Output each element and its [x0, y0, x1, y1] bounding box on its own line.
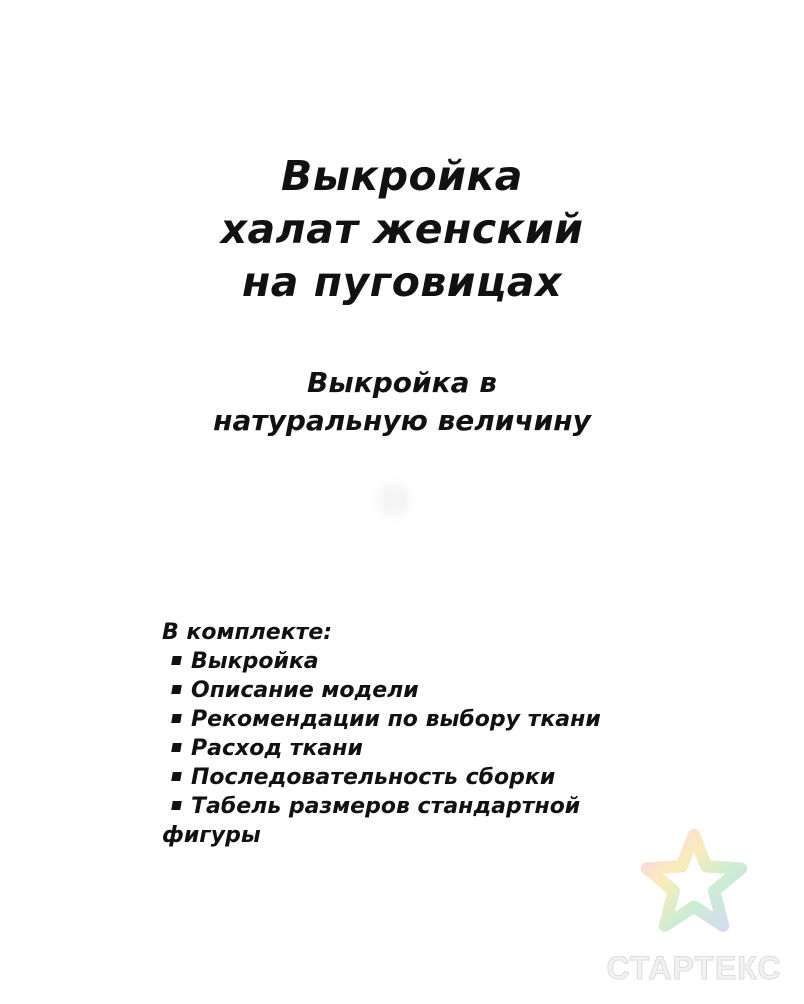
list-item [162, 792, 682, 821]
list-item-label: Рекомендации по выбору ткани [191, 707, 601, 732]
faded-line-1 [0, 440, 804, 480]
bullet-icon [171, 801, 182, 810]
subtitle [0, 364, 804, 440]
bullet-icon [171, 685, 182, 694]
faded-line-2 [0, 480, 804, 520]
title-line-3: на пуговицах [241, 258, 563, 306]
page-title [0, 150, 804, 309]
contents-section [162, 618, 682, 850]
contents-list [162, 647, 682, 821]
contents-heading: В комплекте: [162, 620, 333, 645]
startex-watermark [596, 826, 792, 986]
contents-item-continuation: фигуры [162, 823, 261, 848]
bullet-icon [171, 656, 182, 665]
list-item-label: Выкройка [191, 649, 319, 674]
list-item [162, 705, 682, 734]
subtitle-line-1: Выкройка в [307, 366, 497, 399]
faded-background-text [0, 440, 804, 520]
faded-dot-icon [377, 483, 411, 517]
bullet-icon [171, 714, 182, 723]
list-item-label: Описание модели [191, 678, 419, 703]
bullet-icon [171, 743, 182, 752]
watermark-text: СТАРТЕКС [606, 950, 782, 986]
subtitle-line-2: натуральную величину [213, 404, 591, 437]
list-item-label: Расход ткани [191, 736, 363, 761]
title-line-1: Выкройка [281, 152, 523, 200]
list-item [162, 763, 682, 792]
bullet-icon [171, 772, 182, 781]
star-logo-icon [638, 826, 750, 938]
list-item-label: Последовательность сборки [191, 765, 556, 790]
list-item [162, 734, 682, 763]
list-item [162, 647, 682, 676]
list-item [162, 676, 682, 705]
list-item-label: Табель размеров стандартной [191, 794, 581, 819]
title-line-2: халат женский [220, 205, 584, 253]
